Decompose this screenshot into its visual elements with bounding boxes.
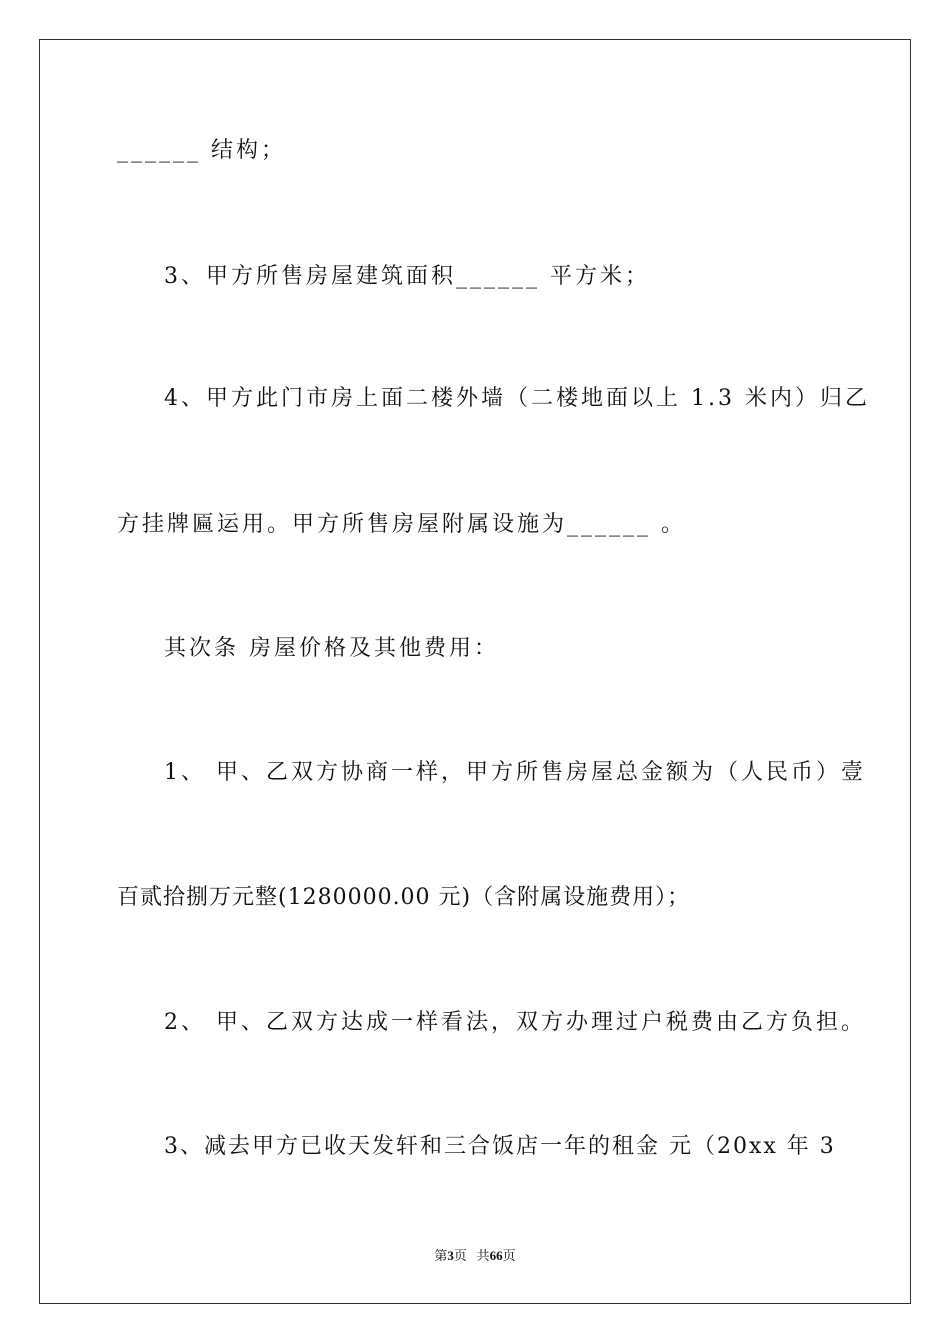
paragraph-line: 1、 甲、乙双方协商一样，甲方所售房屋总金额为（人民币）壹 [164,760,866,785]
paragraph-line: 2、 甲、乙双方达成一样看法，双方办理过户税费由乙方负担。 [164,1010,866,1035]
footer-page-suffix: 页 [453,1248,467,1263]
footer-page-prefix: 第 [434,1248,448,1263]
footer-total-pages: 66 [489,1248,503,1263]
paragraph-line: 3、减去甲方已收天发轩和三合饭店一年的租金 元（20xx 年 3 [164,1134,836,1159]
footer-total-prefix: 共 [476,1248,490,1263]
paragraph-line: 其次条 房屋价格及其他费用： [164,636,499,661]
page-footer [0,1246,950,1266]
paragraph-line: 3、甲方所售房屋建筑面积______ 平方米； [164,264,650,289]
paragraph-line: ______ 结构； [117,138,286,163]
paragraph-line: 方挂牌匾运用。甲方所售房屋附属设施为______ 。 [117,512,686,537]
footer-page-number: 3 [447,1248,454,1263]
page-border [39,39,911,1304]
paragraph-line: 百贰拾捌万元整(1280000.00 元)（含附属设施费用）； [117,885,691,910]
footer-total-suffix: 页 [502,1248,516,1263]
paragraph-line: 4、甲方此门市房上面二楼外墙（二楼地面以上 1.3 米内）归乙 [164,386,870,411]
